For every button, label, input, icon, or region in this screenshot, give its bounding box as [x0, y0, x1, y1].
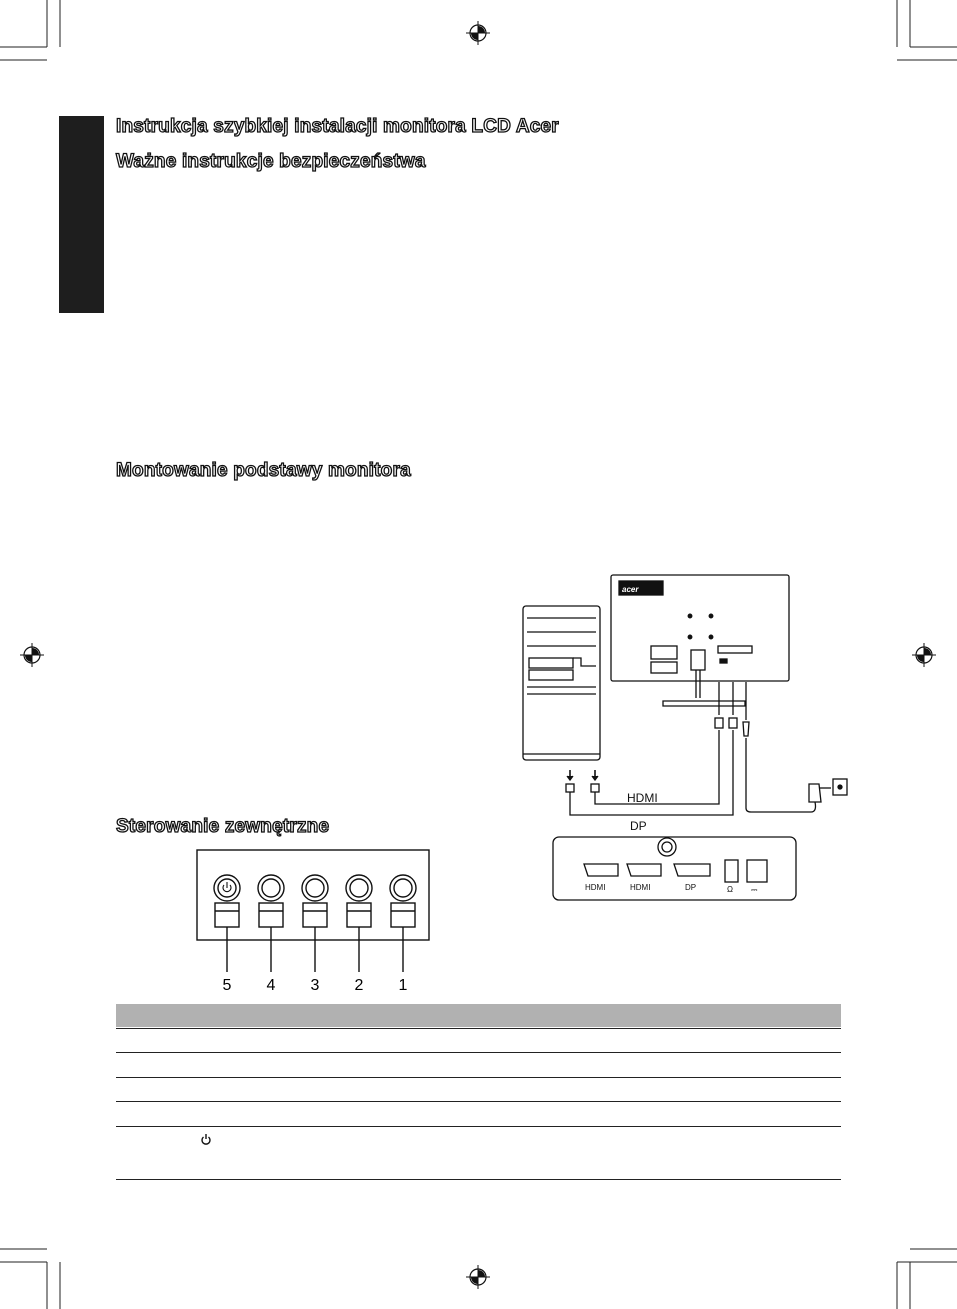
button-panel-diagram [196, 848, 432, 972]
table-row-divider [116, 1179, 841, 1180]
button-4 [258, 875, 284, 972]
table-row-divider [116, 1101, 841, 1102]
pc-tower [523, 606, 600, 760]
button-2 [346, 875, 372, 972]
hdmi-port-2 [627, 864, 661, 876]
connection-diagram [515, 570, 860, 910]
hdmi-cable-label: HDMI [627, 791, 658, 805]
power-dc-icon: ⎓ [751, 885, 758, 894]
power-icon [223, 882, 231, 892]
button-5 [214, 875, 240, 972]
dp-cable-label: DP [630, 819, 647, 833]
button-number-2: 2 [354, 977, 364, 994]
registration-target-right [912, 643, 936, 667]
controls-heading: Sterowanie zewnętrzne [116, 816, 330, 837]
registration-target-bottom [466, 1265, 490, 1289]
table-header [116, 1004, 841, 1027]
registration-target-top [466, 21, 490, 45]
dp-port-label: DP [685, 883, 697, 892]
language-tab [59, 116, 104, 313]
button-number-3: 3 [310, 977, 320, 994]
button-number-1: 1 [398, 977, 408, 994]
stand-heading: Montowanie podstawy monitora [116, 460, 411, 481]
button-number-4: 4 [266, 977, 276, 994]
registration-target-left [20, 643, 44, 667]
button-3 [302, 875, 328, 972]
table-row-divider [116, 1052, 841, 1053]
table-row-divider [116, 1077, 841, 1078]
table-row-divider [116, 1126, 841, 1127]
safety-heading: Ważne instrukcje bezpieczeństwa [116, 151, 426, 172]
acer-logo: acer [622, 585, 639, 594]
button-1 [390, 875, 416, 972]
headphone-icon: Ω [727, 885, 733, 894]
button-number-5: 5 [222, 977, 232, 994]
table-row-divider [116, 1028, 841, 1029]
page-title: Instrukcja szybkiej instalacji monitora LCD Acer [116, 116, 559, 137]
hdmi-port-2-label: HDMI [630, 883, 651, 892]
dp-port [674, 864, 710, 876]
hdmi-port-1 [584, 864, 618, 876]
table-power-icon [200, 1133, 212, 1145]
hdmi-port-1-label: HDMI [585, 883, 606, 892]
